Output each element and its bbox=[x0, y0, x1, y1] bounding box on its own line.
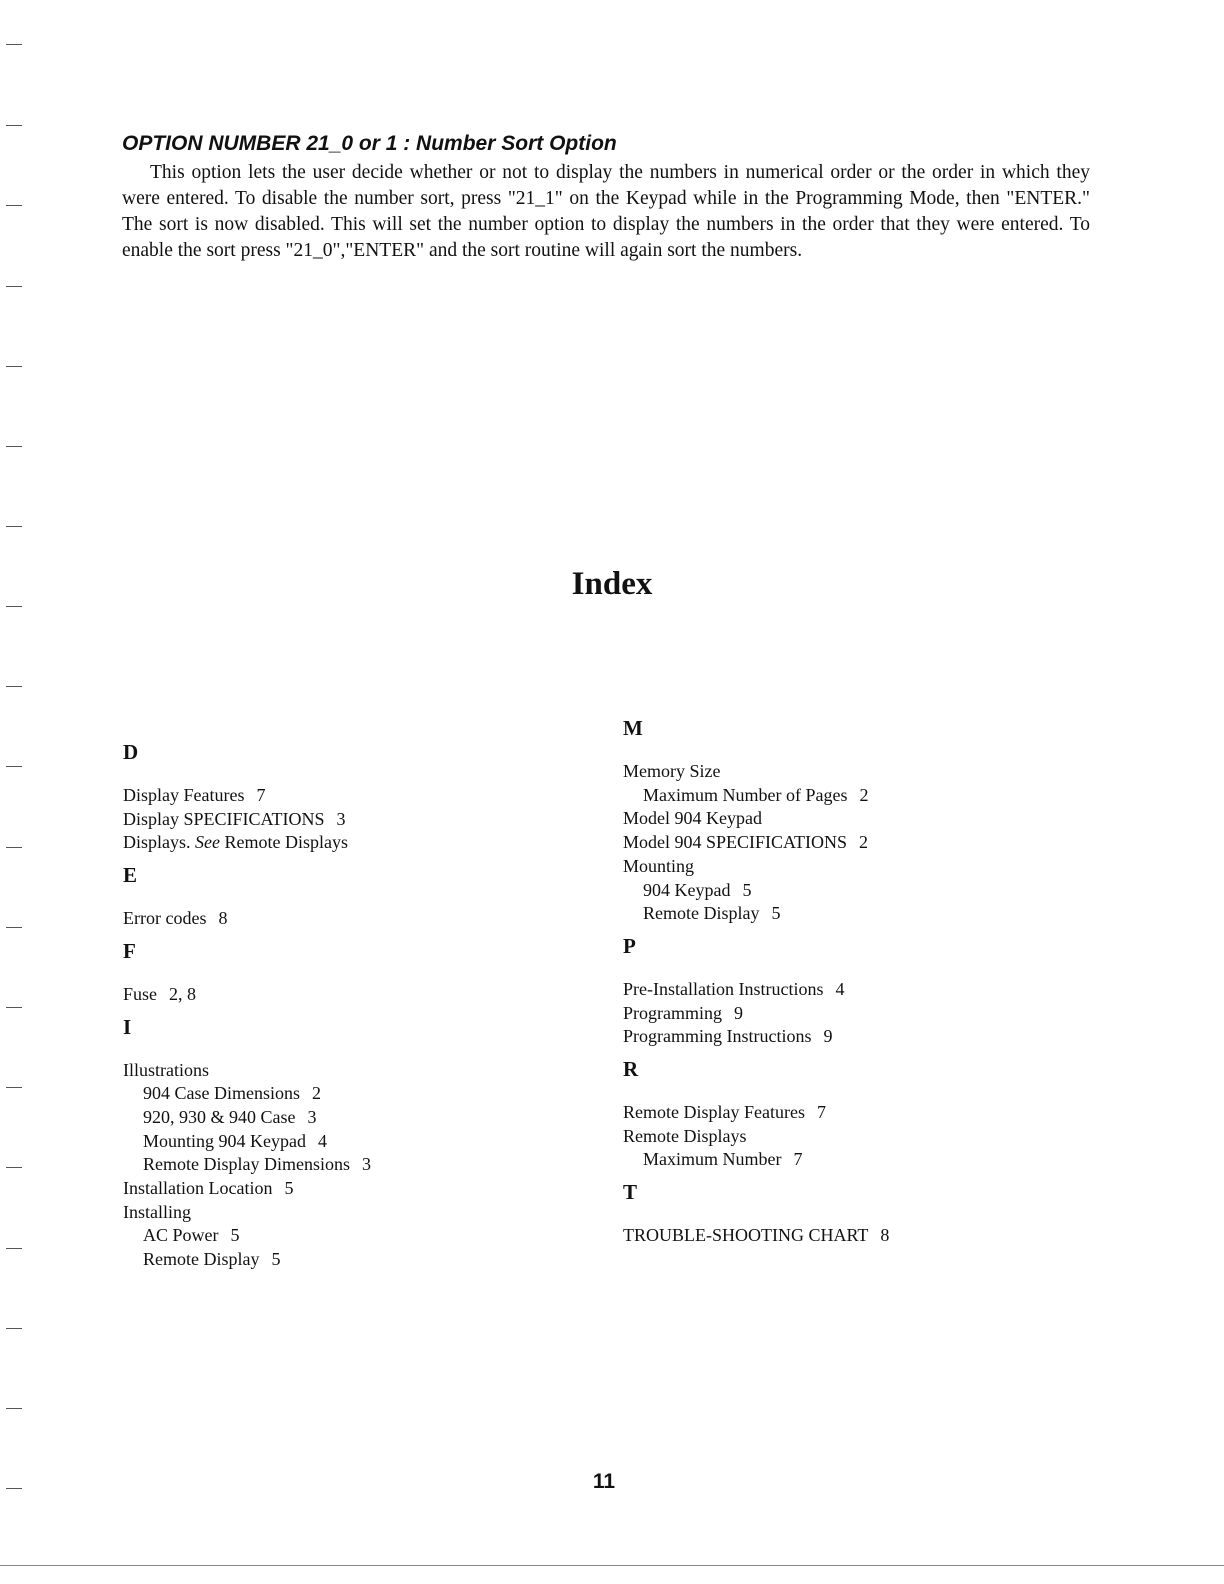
index-page-ref: 5 bbox=[284, 1178, 294, 1199]
binding-margin-marks bbox=[6, 0, 26, 1584]
index-entry bbox=[123, 1177, 583, 1201]
index-letter-heading: P bbox=[623, 933, 636, 958]
index-entry bbox=[623, 1025, 1103, 1049]
index-entry bbox=[623, 855, 1103, 879]
index-entry bbox=[623, 1224, 1103, 1248]
option-heading: OPTION NUMBER 21_0 or 1 : Number Sort Option bbox=[122, 132, 617, 155]
index-subentry bbox=[123, 1130, 583, 1154]
index-title: Index bbox=[571, 566, 653, 602]
index-entry-text: Displays. See Remote Displays bbox=[123, 832, 348, 853]
index-page-ref: 4 bbox=[317, 1130, 327, 1151]
index-page-ref: 4 bbox=[835, 978, 845, 999]
index-entry bbox=[623, 831, 1103, 855]
index-entry bbox=[623, 807, 1103, 831]
index-page-ref: 7 bbox=[793, 1149, 803, 1170]
index-entry-text: Mounting 904 Keypad bbox=[143, 1130, 306, 1151]
index-entry-text: Display SPECIFICATIONS bbox=[123, 808, 325, 829]
index-entry bbox=[623, 1125, 1103, 1149]
index-column-left bbox=[123, 740, 583, 1280]
index-page-ref: 2 bbox=[859, 784, 869, 805]
index-letter-heading: M bbox=[623, 716, 643, 740]
index-entry-text: Remote Display bbox=[143, 1249, 260, 1270]
index-group-p bbox=[623, 934, 1103, 1049]
index-entry-text: Remote Display bbox=[643, 903, 760, 924]
index-entry-text: Mounting bbox=[623, 855, 695, 876]
page-number: 11 bbox=[592, 1470, 616, 1493]
index-entry-text: Remote Displays bbox=[623, 1125, 747, 1146]
index-entry bbox=[123, 784, 583, 808]
index-letter-heading: F bbox=[123, 938, 136, 963]
index-entry-text: Installing bbox=[123, 1201, 191, 1222]
index-group-m bbox=[623, 716, 1103, 926]
index-entry-text: Maximum Number of Pages bbox=[643, 784, 848, 805]
index-entry bbox=[123, 1201, 583, 1225]
index-page-ref: 9 bbox=[823, 1026, 833, 1047]
index-entry-text: Remote Display Dimensions bbox=[143, 1154, 350, 1175]
index-page-ref: 8 bbox=[880, 1225, 890, 1246]
index-entry-text: Illustrations bbox=[123, 1059, 209, 1080]
index-entry-text: Maximum Number bbox=[643, 1149, 782, 1170]
index-entry-text: 904 Case Dimensions bbox=[143, 1083, 300, 1104]
index-subentry bbox=[123, 1106, 583, 1130]
index-entry bbox=[623, 1101, 1103, 1125]
index-entry-text: Model 904 Keypad bbox=[623, 808, 762, 829]
index-group-d bbox=[123, 740, 583, 855]
index-subentry bbox=[123, 1153, 583, 1177]
index-letter-heading: I bbox=[123, 1014, 132, 1039]
index-entry-text: Memory Size bbox=[623, 761, 721, 781]
index-page-ref: 2 bbox=[312, 1083, 321, 1104]
index-entry-text: Display Features bbox=[123, 785, 245, 805]
index-entry-text: Remote Display Features bbox=[623, 1102, 805, 1123]
index-letter-heading: E bbox=[123, 863, 138, 888]
index-entry-text: TROUBLE-SHOOTING CHART bbox=[623, 1225, 869, 1246]
index-column-right bbox=[623, 716, 1103, 1256]
index-subentry bbox=[123, 1082, 583, 1106]
index-page-ref: 8 bbox=[218, 908, 228, 929]
index-entry-text: Programming bbox=[623, 1002, 722, 1023]
index-group-f bbox=[123, 939, 583, 1007]
index-entry-text: Pre-Installation Instructions bbox=[623, 978, 824, 999]
index-page-ref: 3 bbox=[336, 808, 346, 829]
index-subentry bbox=[623, 902, 1103, 926]
index-entry bbox=[623, 1002, 1103, 1026]
index-page-ref: 5 bbox=[771, 903, 781, 924]
bottom-rule bbox=[0, 1565, 1224, 1566]
index-entry-text: 920, 930 & 940 Case bbox=[143, 1106, 296, 1127]
index-entry bbox=[123, 1059, 583, 1083]
index-entry bbox=[123, 983, 583, 1007]
index-entry bbox=[123, 907, 583, 931]
index-group-e bbox=[123, 863, 583, 931]
index-entry-text: 904 Keypad bbox=[643, 879, 731, 900]
index-entry-text: AC Power bbox=[143, 1225, 219, 1246]
index-entry bbox=[123, 831, 583, 855]
index-letter-heading: R bbox=[623, 1057, 639, 1082]
index-entry bbox=[623, 760, 1103, 784]
index-group-i bbox=[123, 1015, 583, 1272]
index-subentry bbox=[123, 1248, 583, 1272]
index-page-ref: 2 bbox=[859, 832, 869, 853]
index-group-r bbox=[623, 1057, 1103, 1172]
index-entry-text: Programming Instructions bbox=[623, 1026, 812, 1047]
index-subentry bbox=[123, 1224, 583, 1248]
index-page-ref: 7 bbox=[816, 1102, 826, 1123]
index-entry bbox=[123, 808, 583, 832]
index-page-ref: 3 bbox=[307, 1106, 317, 1127]
index-page-ref: 9 bbox=[734, 1002, 743, 1023]
index-subentry bbox=[623, 784, 1103, 808]
index-group-t bbox=[623, 1180, 1103, 1248]
index-page-ref: 5 bbox=[230, 1225, 240, 1246]
index-page-ref: 2, 8 bbox=[169, 983, 197, 1004]
index-page-ref: 3 bbox=[361, 1154, 371, 1175]
index-entry-text: Installation Location bbox=[123, 1178, 273, 1199]
index-subentry bbox=[623, 1148, 1103, 1172]
index-entry-text: Error codes bbox=[123, 908, 207, 929]
index-entry bbox=[623, 978, 1103, 1002]
index-page-ref: 5 bbox=[271, 1249, 281, 1270]
index-letter-heading: T bbox=[623, 1180, 638, 1205]
index-entry-text: Model 904 SPECIFICATIONS bbox=[623, 832, 848, 853]
index-subentry bbox=[623, 879, 1103, 903]
index-entry-text: Fuse bbox=[123, 983, 158, 1004]
index-letter-heading: D bbox=[123, 740, 139, 764]
index-page-ref: 7 bbox=[256, 785, 266, 805]
option-description: This option lets the user decide whether or not to display the numbers in numerical order or the order in which they were entered. To disable the number sort, press "21_1" on the Keypad while in the Programming Mode, then "ENTER." The sort is now disabled. This will set the number option to display the numbers in the order that they were entered. To enable the sort press "21_0","ENTER" and the sort routine will again sort the numbers. bbox=[122, 162, 1090, 261]
index-page-ref: 5 bbox=[742, 879, 752, 900]
